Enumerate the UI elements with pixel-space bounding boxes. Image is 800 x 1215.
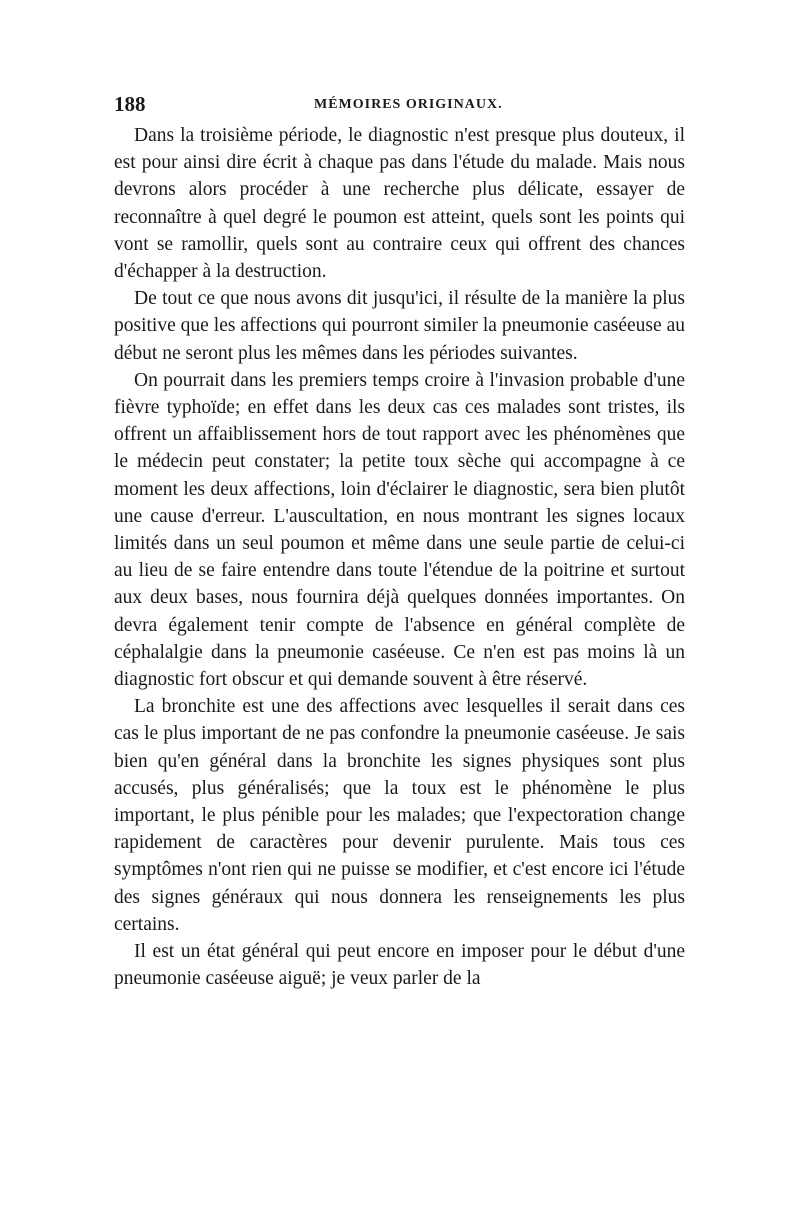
page-number: 188 [114,92,146,116]
running-head: MÉMOIRES ORIGINAUX. [314,97,503,112]
body-text [114,122,685,993]
paragraph-1: Dans la troisième période, le diagnostic n'est presque plus douteux, il est pour ainsi dire écrit à chaque pas dans l'étude du malade. Mais nous devrons alors procéder à une recherche plus délicate, essayer de reconnaître à quel degré le poumon est atteint, quels sont les points qui vont se ramollir, quels sont au contraire ceux qui offrent des chances d'échapper à la destruction. [114,125,685,283]
paragraph-4: La bronchite est une des affections avec lesquelles il serait dans ces cas le plus important de ne pas confondre la pneumonie caséeuse. Je sais bien qu'en général dans la bronchite les signes physiques sont plus accusés, plus généralisés; que la toux est le phénomène le plus important, le plus pénible pour les malades; que l'expectoration change rapidement de caractères pour devenir purulente. Mais tous ces symptômes n'ont rien qui ne puisse se modifier, et c'est encore ici l'étude des signes généraux qui nous donnera les renseignements les plus certains. [114,696,685,935]
paragraph-3: On pourrait dans les premiers temps croire à l'invasion probable d'une fièvre typhoïde; en effet dans les deux cas ces malades sont tristes, ils offrent un affaiblissement hors de tout rapport avec les phénomènes que le médecin peut constater; la petite toux sèche qui accompagne à ce moment les deux affections, loin d'éclairer le diagnostic, sera bien plutôt une cause d'erreur. L'auscultation, en nous montrant les signes locaux limités dans un seul poumon et même dans une seule partie de celui-ci au lieu de se faire entendre dans toute l'étendue de la poitrine et surtout aux deux bases, nous fournira déjà quelques données importantes. On devra également tenir compte de l'absence en général complète de céphalalgie dans la pneumonie caséeuse. Ce n'en est pas moins là un diagnostic fort obscur et qui demande souvent à être réservé. [114,369,685,691]
book-page [114,92,685,993]
paragraph-2: De tout ce que nous avons dit jusqu'ici, il résulte de la manière la plus positive que les affections qui pourront similer la pneumonie caséeuse au début ne seront plus les mêmes dans les périodes suivantes. [114,288,685,364]
paragraph-5: Il est un état général qui peut encore en imposer pour le début d'une pneumonie caséeuse aiguë; je veux parler de la [114,941,685,990]
page-header [114,92,685,120]
